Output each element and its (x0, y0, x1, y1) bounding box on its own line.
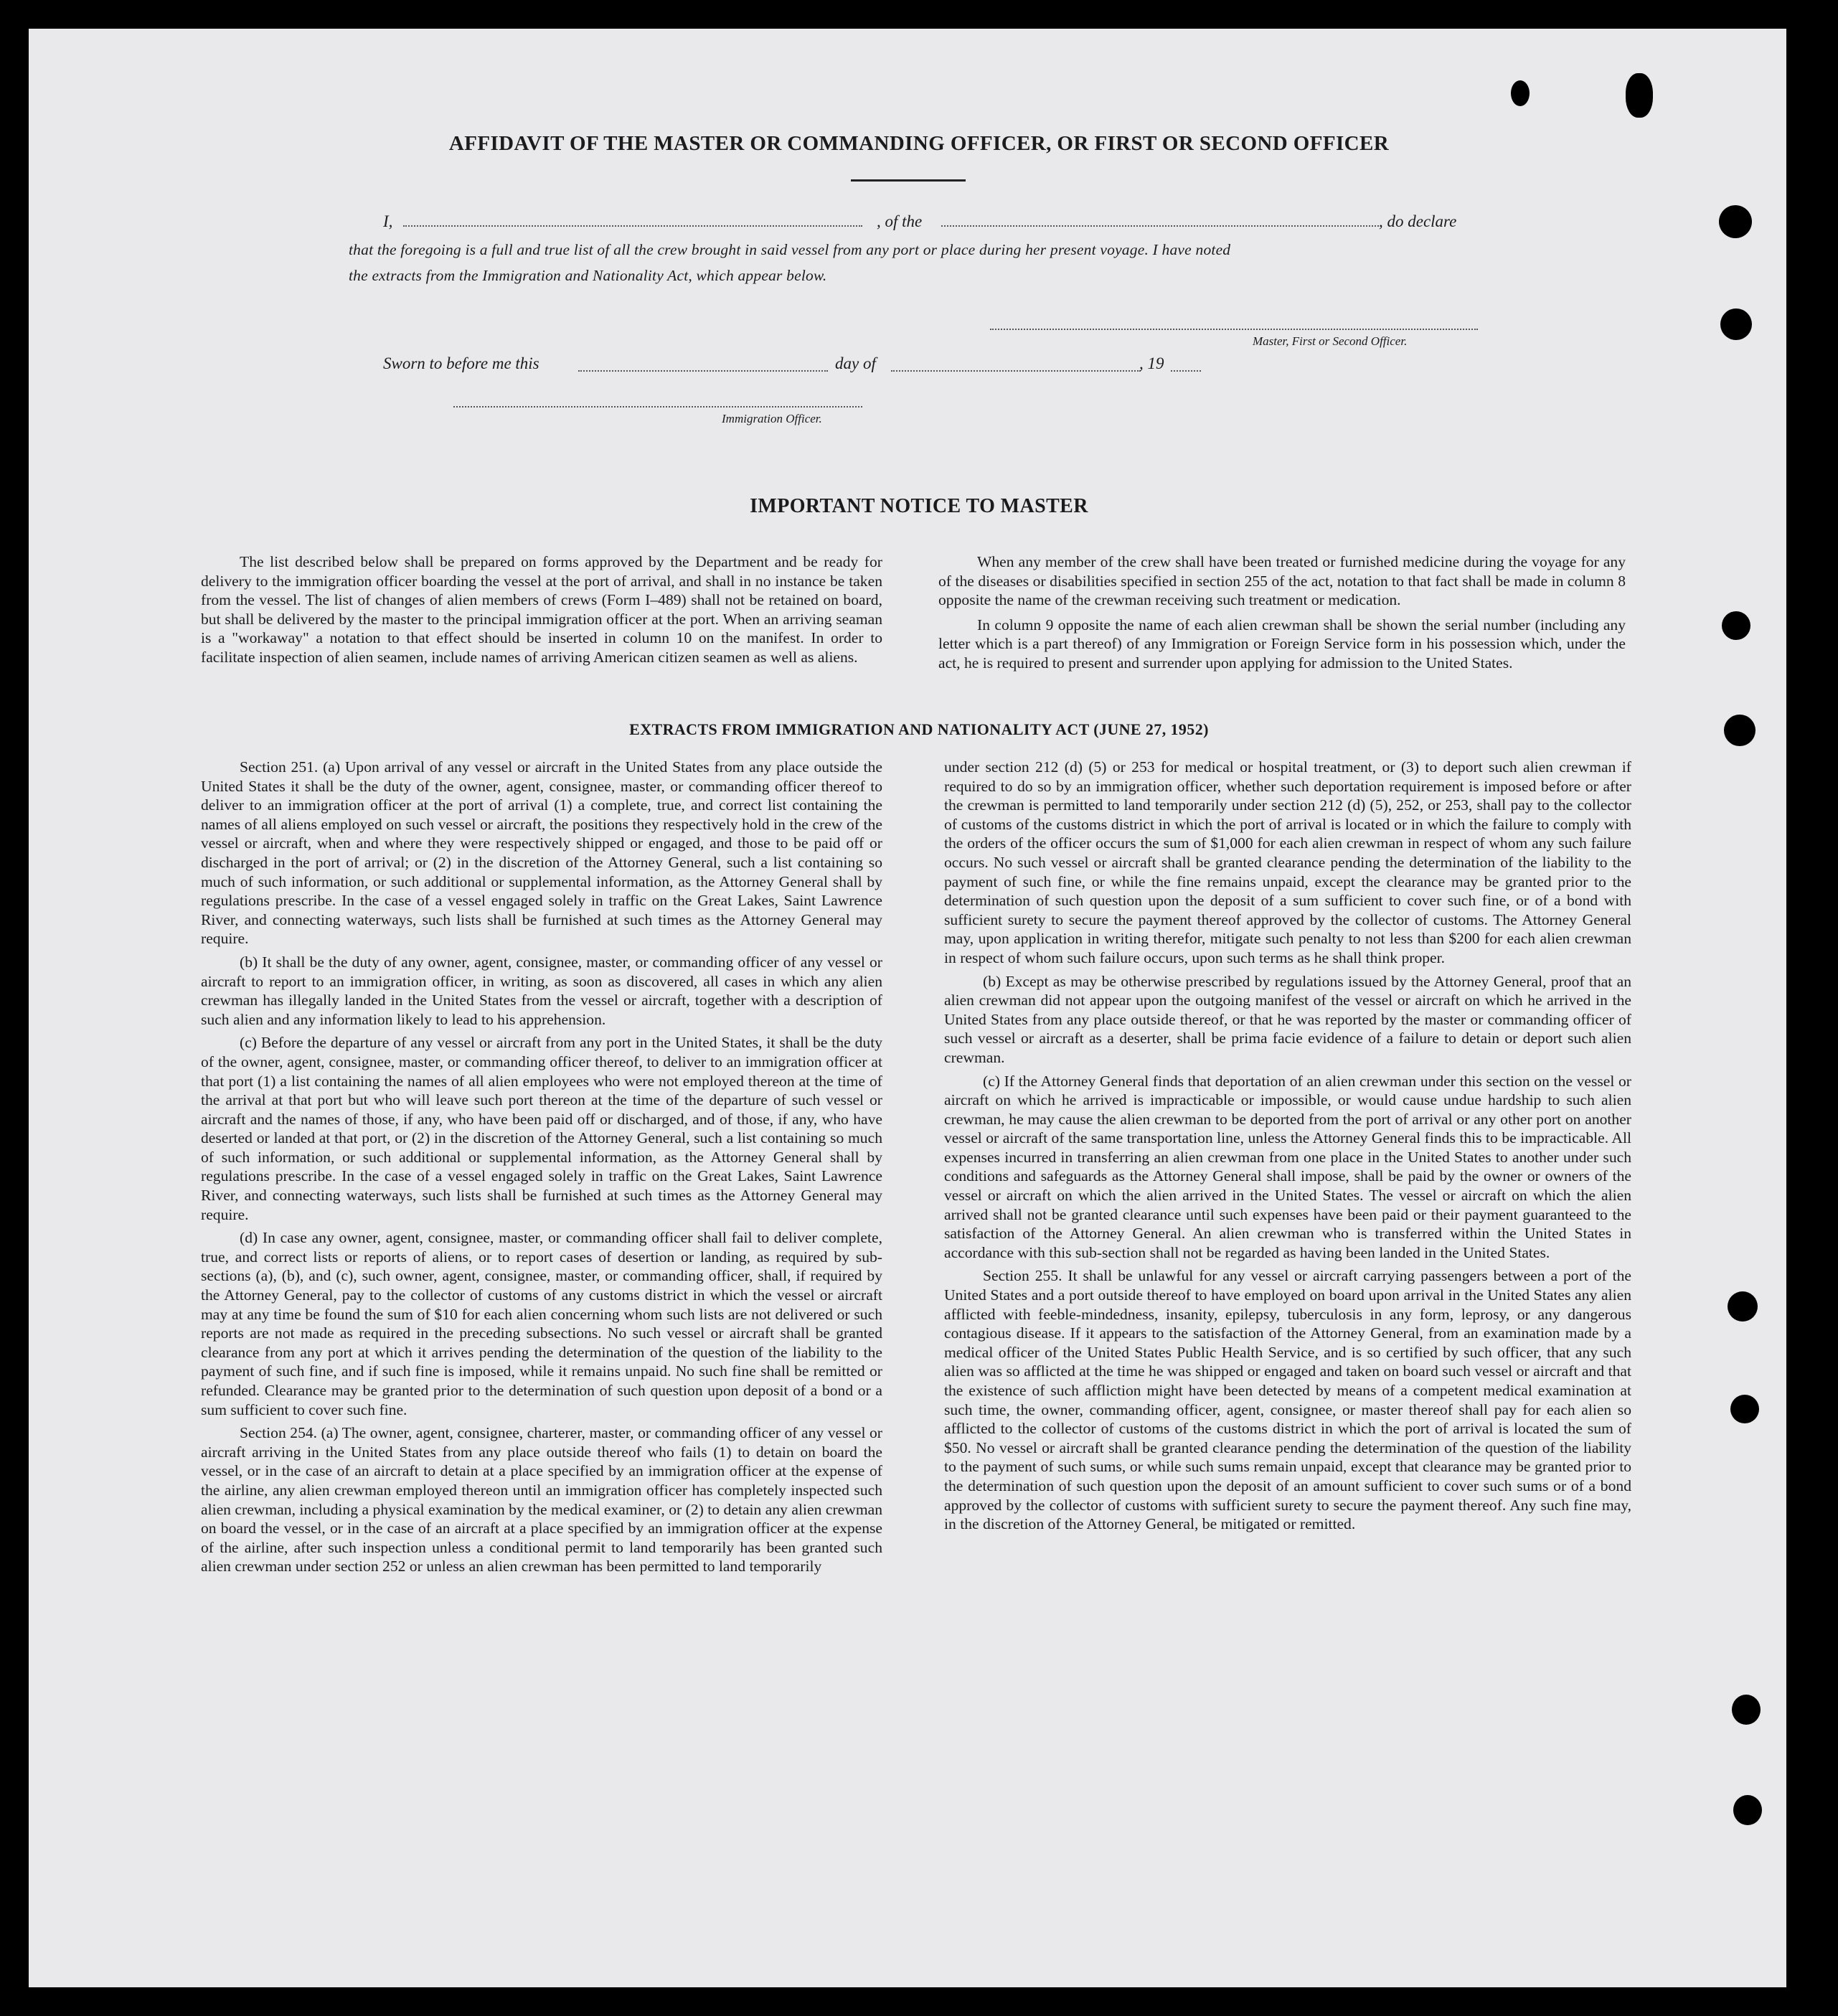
do-declare-label: , do declare (1379, 212, 1457, 230)
of-the-label: , of the (877, 212, 923, 230)
title-rule (851, 179, 966, 182)
declaration-line: the extracts from the Immigration and Nationality Act, which appear below. (349, 267, 827, 284)
notice-paragraph: When any member of the crew shall have been treated or furnished medicine during the voyage for any of the diseases or disabilities specified in section 255 of the act, notation to that fact shall be made in column 8 opposite the name of the crewman receiving such treatment or medication. (938, 553, 1626, 609)
punch-hole (1728, 1291, 1758, 1322)
extract-paragraph: (b) Except as may be otherwise prescribed by regulations issued by the Attorney General, proof that an alien crewman did not appear upon the outgoing manifest of the vessel or aircraft on which he arrived in the United States from any place outside thereof, or that he was reported by the master or commanding officer of such vessel or aircraft as a deserter, shall be prima facie evidence of a failure to detain or deport such alien crewman. (944, 972, 1631, 1066)
extracts-right-column (944, 758, 1631, 1538)
extract-paragraph: Section 254. (a) The owner, agent, consignee, charterer, master, or commanding officer of any vessel or aircraft arriving in the United States from any place outside thereof who fails (1) to detain on board the vessel, or in the case of an aircraft to detain at a place specified by an immigration officer at the expense of the airline, any alien crewman employed thereon until an immigration officer has completely inspected such alien crewman, including a physical examination by the medical examiner, or (2) to detain any alien crewman on board the vessel, or in the case of an aircraft at a place specified by an immigration officer at the expense of the airline, after such inspection unless a conditional permit to land temporarily has been granted such alien crewman under section 252 or unless an alien crewman has been permitted to land temporarily (201, 1424, 882, 1575)
notice-paragraph: In column 9 opposite the name of each alien crewman shall be shown the serial number (including any letter which is a part thereof) of any Immigration or Foreign Service form in his possession which, under the act, he is required to present and surrender upon applying for admission to the United States. (938, 616, 1626, 672)
punch-hole (1730, 1395, 1759, 1423)
ink-blot (1626, 73, 1653, 118)
extract-paragraph: under section 212 (d) (5) or 253 for medical or hospital treatment, or (3) to deport such alien crewman if required to do so by an immigration officer, whether such deportation requirement is imposed before or after the crewman is permitted to land temporarily under section 212 (d) (5), 252, or 253, shall pay to the collector of customs of the customs district in which the port of arrival is located or in which the failure to comply with the orders of the officer occurs the sum of $1,000 for each alien crewman in respect of whom any such failure occurs. No such vessel or aircraft shall be granted clearance pending the determination of the liability to the payment of such fine, or while the fine remains unpaid, except the clearance may be granted prior to the determination of such question upon the deposit of a sum sufficient to cover such fine, or of a bond with sufficient surety to secure the payment thereof approved by the collector of customs. The Attorney General may, upon application in writing therefor, mitigate such penalty to not less than $200 for each alien crewman in respect of whom such failure occurs, upon such terms as he shall think proper. (944, 758, 1631, 966)
sworn-year-field[interactable] (1171, 370, 1201, 372)
notice-title: IMPORTANT NOTICE TO MASTER (750, 495, 1088, 517)
immigration-officer-caption: Immigration Officer. (722, 412, 822, 425)
year-label: , 19 (1139, 354, 1164, 372)
declaration-line: that the foregoing is a full and true list of all the crew brought in said vessel from any port or place during her present voyage. I have noted (349, 241, 1231, 258)
notice-left-column (201, 552, 882, 672)
name-field[interactable] (403, 225, 862, 227)
extract-paragraph: Section 255. It shall be unlawful for any vessel or aircraft carrying passengers between a port of the United States and a port outside thereof to have employed on board upon arrival in the United States any alien afflicted with feeble-mindedness, insanity, epilepsy, tuberculosis in any form, leprosy, or any dangerous contagious disease. If it appears to the satisfaction of the Attorney General, from an examination made by a medical officer of the United States Public Health Service, and is so certified by such officer, that any such alien was so afflicted at the time he was shipped or engaged and taken on board such vessel or aircraft and that the existence of such affliction might have been detected by means of a competent medical examination at such time, the owner, commanding officer, agent, consignee, or master thereof shall pay for each alien so afflicted to the collector of customs of the customs district in which the port of arrival is located the sum of $50. No vessel or aircraft shall be granted clearance pending the determination of the question of the liability to the payment of such sums, or while such sums remain unpaid, except that clearance may be granted prior to the determination of such question upon the deposit of an amount sufficient to cover such sums or of a bond approved by the collector of customs with sufficient surety to secure the payment thereof. Any such fine may, in the discretion of the Attorney General, be mitigated or remitted. (944, 1267, 1631, 1533)
immigration-officer-signature-field[interactable] (453, 406, 862, 408)
master-signature-caption: Master, First or Second Officer. (1253, 334, 1408, 348)
notice-right-column (938, 552, 1626, 677)
i-label: I, (383, 212, 393, 230)
sworn-label: Sworn to before me this (383, 354, 539, 372)
sworn-day-field[interactable] (578, 370, 828, 372)
day-of-label: day of (835, 354, 876, 372)
extract-paragraph: (d) In case any owner, agent, consignee, master, or commanding officer shall fail to deliver complete, true, and correct lists or reports of aliens, or to report cases of desertion or landing, as required by sub-sections (a), (b), and (c), such owner, agent, consignee, master, or commanding officer, shall, if required by the Attorney General, pay to the collector of customs of any customs district in which the vessel or aircraft may at any time be found the sum of $10 for each alien concerning whom such lists are not delivered or such reports are not made as required in the preceding subsections. No such vessel or aircraft shall be granted clearance from any port at which it arrives pending the determination of the question of the liability to the payment of such fine, and if such fine is imposed, while it remains unpaid. No such fine shall be remitted or refunded. Clearance may be granted prior to the determination of such question upon deposit of a bond or a sum sufficient to cover such fine. (201, 1229, 882, 1418)
extract-paragraph: (c) Before the departure of any vessel or aircraft from any port in the United States, it shall be the duty of the owner, agent, consignee, master, or commanding officer thereof, to deliver to an immigration officer at that port (1) a list containing the names of all alien employees who were not employed thereon at the time of the arrival at that port but who will leave such port thereon at the time of the departure of such vessel or aircraft and the names of those, if any, who have been paid off or discharged, and of those, if any, who have deserted or landed at that port, or (2) in the discretion of the Attorney General, such a list containing so much of such information, or such additional or supplemental information, as the Attorney General shall by regulations prescribe. In the case of a vessel engaged solely in traffic on the Great Lakes, Saint Lawrence River, and connecting waterways, such lists shall be furnished at such times as the Attorney General may require. (201, 1034, 882, 1223)
punch-hole (1719, 205, 1752, 238)
punch-hole (1720, 308, 1752, 340)
sworn-month-field[interactable] (891, 370, 1141, 372)
extracts-left-column (201, 758, 882, 1581)
ink-blot (1511, 80, 1530, 106)
extract-paragraph: (b) It shall be the duty of any owner, agent, consignee, master, or commanding officer of any vessel or aircraft to report to an immigration officer, in writing, as soon as discovered, all cases in which any alien crewman has illegally landed in the United States from the vessel or aircraft, together with a description of such alien and any information likely to lead to his apprehension. (201, 953, 882, 1028)
extracts-title: EXTRACTS FROM IMMIGRATION AND NATIONALITY ACT (JUNE 27, 1952) (629, 720, 1209, 738)
extract-paragraph: Section 251. (a) Upon arrival of any vessel or aircraft in the United States from any place outside the United States it shall be the duty of the owner, agent, consignee, master, or commanding officer thereof to deliver to an immigration officer at the port of arrival (1) a complete, true, and correct list containing the names of all aliens employed on such vessel or aircraft, the positions they respectively hold in the crew of the vessel or aircraft, when and where they were respectively shipped or engaged, and those to be paid off or discharged in the port of arrival; or (2) in the discretion of the Attorney General, such a list containing so much of such information, or such additional or supplemental information, as the Attorney General shall by regulations prescribe. In the case of a vessel engaged solely in traffic on the Great Lakes, Saint Lawrence River, and connecting waterways, such lists shall be furnished at such times as the Attorney General may require. (201, 758, 882, 948)
notice-paragraph: The list described below shall be prepared on forms approved by the Department and be ready for delivery to the immigration officer boarding the vessel at the port of arrival, and shall in no instance be taken from the vessel. The list of changes of alien members of crews (Form I–489) shall not be retained on board, but shall be delivered by the master to the principal immigration officer at the port. When an arriving seaman is a "workaway" a notation to that effect should be inserted in column 10 on the manifest. In order to facilitate inspection of alien seamen, include names of arriving American citizen seamen as well as aliens. (201, 553, 882, 666)
affidavit-title: AFFIDAVIT OF THE MASTER OR COMMANDING OFFICER, OR FIRST OR SECOND OFFICER (448, 132, 1390, 155)
punch-hole (1732, 1695, 1761, 1725)
punch-hole (1722, 611, 1750, 640)
extract-paragraph: (c) If the Attorney General finds that deportation of an alien crewman under this section on the vessel or aircraft on which he arrived is impracticable or impossible, or would cause undue hardship to such alien crewman, he may cause the alien crewman to be deported from the port of arrival or any other port on another vessel or aircraft of the same transportation line, unless the Attorney General finds this to be impracticable. All expenses incurred in transferring an alien crewman from one place in the United States to another under such conditions and safeguards as the Attorney General shall impose, shall be paid by the owner or owners of the vessel or aircraft on which the alien arrived in the United States. The vessel or aircraft on which the alien arrived shall not be granted clearance until such expenses have been paid or their payment guaranteed to the satisfaction of the Attorney General. An alien crewman who is transferred within the United States in accordance with this sub-section shall not be regarded as having been landed in the United States. (944, 1072, 1631, 1261)
master-signature-field[interactable] (990, 329, 1478, 330)
vessel-field[interactable] (941, 225, 1379, 227)
punch-hole (1733, 1795, 1762, 1825)
